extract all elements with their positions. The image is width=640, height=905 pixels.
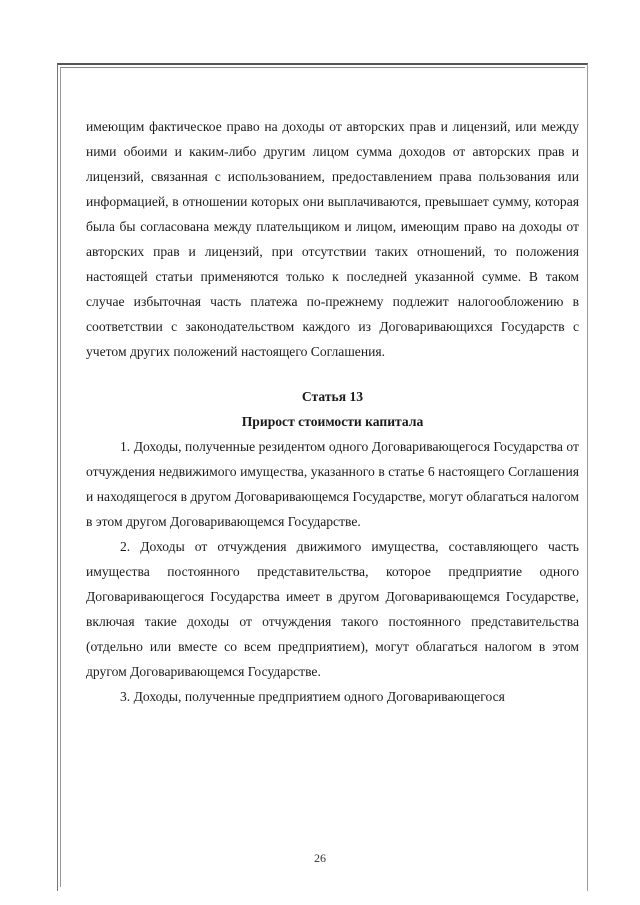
article-paragraph-3: 3. Доходы, полученные предприятием одного Договаривающегося	[120, 689, 505, 704]
document-body	[86, 114, 579, 709]
article-paragraph-2: 2. Доходы от отчуждения движимого имущества, составляющего часть имущества постоянного представительства, которое предприятие одного Договаривающегося Государства имеет в другом Договаривающемся Государстве, включая такие доходы от отчуждения такого постоянного представительства (отдельно или вместе со всем предприятием), могут облагаться налогом в этом другом Договаривающемся Государстве.	[86, 539, 579, 679]
article-number: Статья 13	[301, 389, 364, 404]
article-title: Прирост стоимости капитала	[241, 414, 424, 429]
article-paragraph-1: 1. Доходы, полученные резидентом одного Договаривающегося Государства от отчуждения недвижимого имущества, указанного в статье 6 настоящего Соглашения и находящегося в другом Договаривающемся Государстве, могут облагаться налогом в этом другом Договаривающемся Государстве.	[86, 439, 579, 529]
page-number: 26	[314, 851, 326, 865]
intro-paragraph: имеющим фактическое право на доходы от авторских прав и лицензий, или между ними обоими и каким-либо другим лицом сумма доходов от авторских прав и лицензий, связанная с использованием, предоставлением права пользования или информацией, в отношении которых они выплачиваются, превышает сумму, которая была бы согласована между плательщиком и лицом, имеющим право на доходы от авторских прав и лицензий, при отсутствии таких отношений, то положения настоящей статьи применяются только к последней указанной сумме. В таком случае избыточная часть платежа по-прежнему подлежит налогообложению в соответствии с законодательством каждого из Договаривающихся Государств с учетом других положений настоящего Соглашения.	[86, 119, 579, 359]
